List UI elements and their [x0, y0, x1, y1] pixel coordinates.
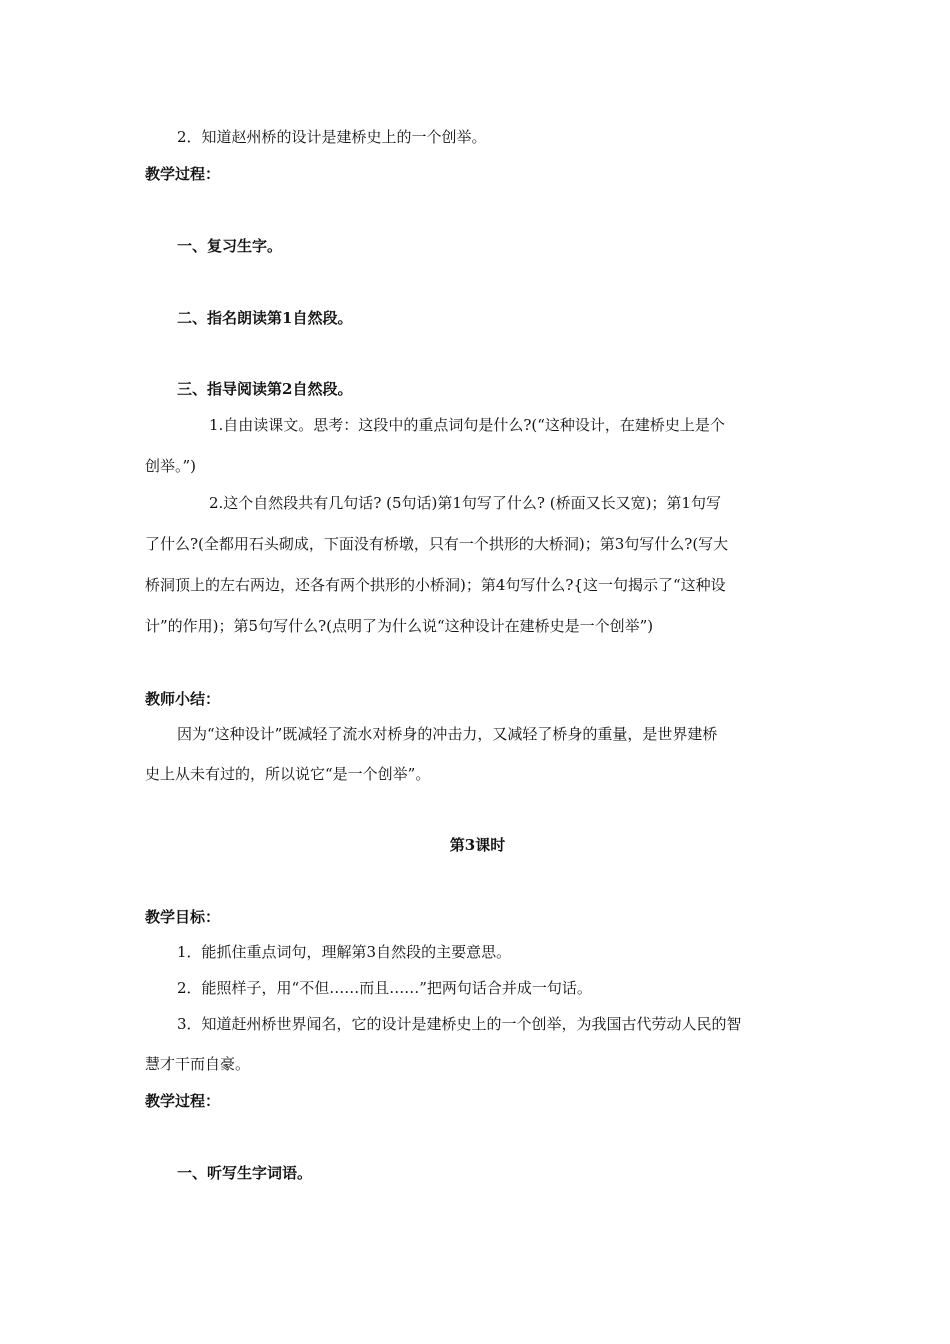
body-line: 2.这个自然段共有几句话? (5句话)第1句写了什么? (桥面又长又宽)；第1句写	[209, 494, 721, 512]
step-heading: 二、指名朗读第1自然段。	[177, 309, 353, 327]
body-line: 1.自由读课文。思考：这段中的重点词句是什么?(“这种设计，在建桥史上是个	[209, 416, 725, 434]
objective-line: 2．能照样子，用“不但……而且……”把两句话合并成一句话。	[177, 979, 592, 997]
lesson-title: 第3课时	[449, 836, 506, 854]
objective-line: 3．知道赶州桥世界闻名，它的设计是建桥史上的一个创举，为我国古代劳动人民的智	[177, 1015, 742, 1033]
section-heading: 教学过程：	[145, 165, 221, 183]
objective-line: 2．知道赵州桥的设计是建桥史上的一个创举。	[177, 128, 487, 146]
step-heading: 一、听写生字词语。	[177, 1164, 313, 1182]
step-heading: 一、复习生字。	[177, 237, 283, 255]
objective-line: 1．能抓住重点词句，理解第3自然段的主要意思。	[177, 943, 512, 961]
body-line: 桥洞顶上的左右两边，还各有两个拱形的小桥洞)；第4句写什么?{这一句揭示了“这种设	[145, 576, 726, 594]
objective-line: 慧才干而自豪。	[145, 1055, 251, 1073]
body-line: 了什么?(全都用石头砌成，下面没有桥墩，只有一个拱形的大桥洞)；第3句写什么?(写大	[145, 535, 729, 553]
section-heading: 教学目标：	[145, 908, 221, 926]
body-line: 史上从未有过的，所以说它“是一个创举”。	[145, 765, 431, 783]
section-heading: 教师小结：	[145, 690, 221, 708]
step-heading: 三、指导阅读第2自然段。	[177, 380, 353, 398]
section-heading: 教学过程：	[145, 1092, 221, 1110]
body-line: 计”的作用)；第5句写什么?(点明了为什么说“这种设计在建桥史是一个创举”)	[145, 617, 654, 635]
body-line: 创举。”)	[145, 457, 197, 475]
body-line: 因为“这种设计”既减轻了流水对桥身的冲击力，又减轻了桥身的重量，是世界建桥	[177, 725, 718, 743]
